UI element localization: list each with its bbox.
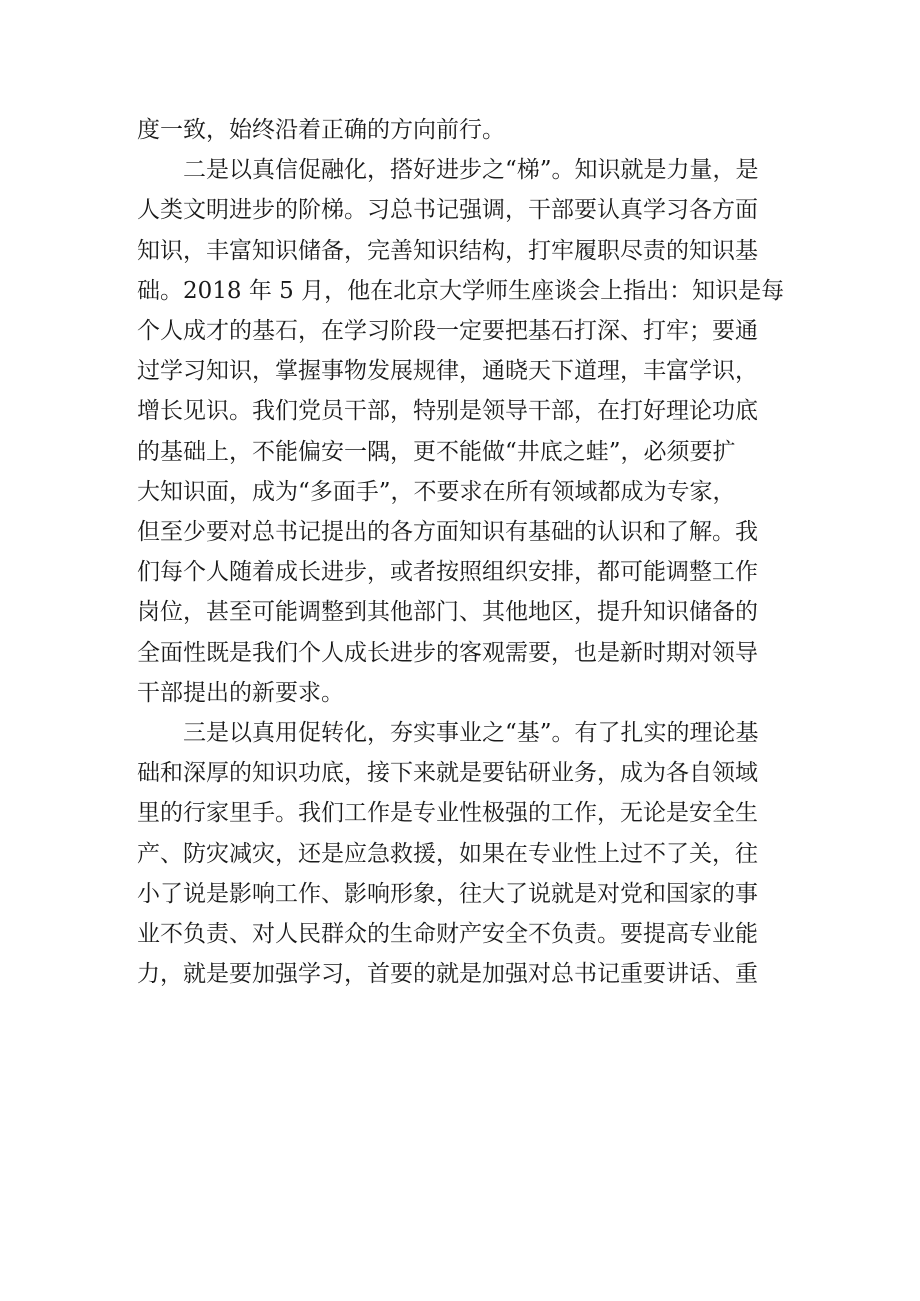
text-line: 全面性既是我们个人成长进步的客观需要，也是新时期对领导 xyxy=(137,639,758,666)
text-line: 大知识面，成为“多面手”，不要求在所有领域都成为专家， xyxy=(137,478,736,505)
text-line: 业不负责、对人民群众的生命财产安全不负责。要提高专业能 xyxy=(137,921,758,948)
text-line: 础。2018 年 5 月，他在北京大学师生座谈会上指出：知识是每 xyxy=(137,277,785,304)
paragraph-1 xyxy=(137,110,789,150)
text-line: 础和深厚的知识功底，接下来就是要钻研业务，成为各自领域 xyxy=(137,760,758,787)
text-line: 三是以真用促转化，夯实事业之“基”。有了扎实的理论基 xyxy=(183,720,759,747)
text-line: 小了说是影响工作、影响形象，往大了说就是对党和国家的事 xyxy=(137,880,758,907)
text-line: 力，就是要加强学习，首要的就是加强对总书记重要讲话、重 xyxy=(137,961,758,988)
text-line: 但至少要对总书记提出的各方面知识有基础的认识和了解。我 xyxy=(137,519,758,546)
text-line: 产、防灾减灾，还是应急救援，如果在专业性上过不了关，往 xyxy=(137,840,758,867)
text-line: 干部提出的新要求。 xyxy=(137,679,344,706)
text-line: 度一致，始终沿着正确的方向前行。 xyxy=(137,117,505,143)
text-line: 过学习知识，掌握事物发展规律，通晓天下道理，丰富学识， xyxy=(137,358,758,385)
text-line: 二是以真信促融化，搭好进步之“梯”。知识就是力量，是 xyxy=(183,157,759,184)
text-line: 个人成才的基石，在学习阶段一定要把基石打深、打牢；要通 xyxy=(137,318,758,345)
text-line: 们每个人随着成长进步，或者按照组织安排，都可能调整工作 xyxy=(137,559,758,586)
text-line: 里的行家里手。我们工作是专业性极强的工作，无论是安全生 xyxy=(137,800,758,827)
text-line: 的基础上，不能偏安一隅，更不能做“井底之蛙”，必须要扩 xyxy=(137,438,736,465)
text-line: 知识，丰富知识储备，完善知识结构，打牢履职尽责的知识基 xyxy=(137,237,758,264)
document-body xyxy=(137,110,789,994)
text-line: 岗位，甚至可能调整到其他部门、其他地区，提升知识储备的 xyxy=(137,599,758,626)
paragraph-3 xyxy=(137,713,789,994)
text-line: 增长见识。我们党员干部，特别是领导干部，在打好理论功底 xyxy=(137,398,758,425)
paragraph-2 xyxy=(137,150,789,713)
text-line: 人类文明进步的阶梯。习总书记强调，干部要认真学习各方面 xyxy=(137,197,758,224)
